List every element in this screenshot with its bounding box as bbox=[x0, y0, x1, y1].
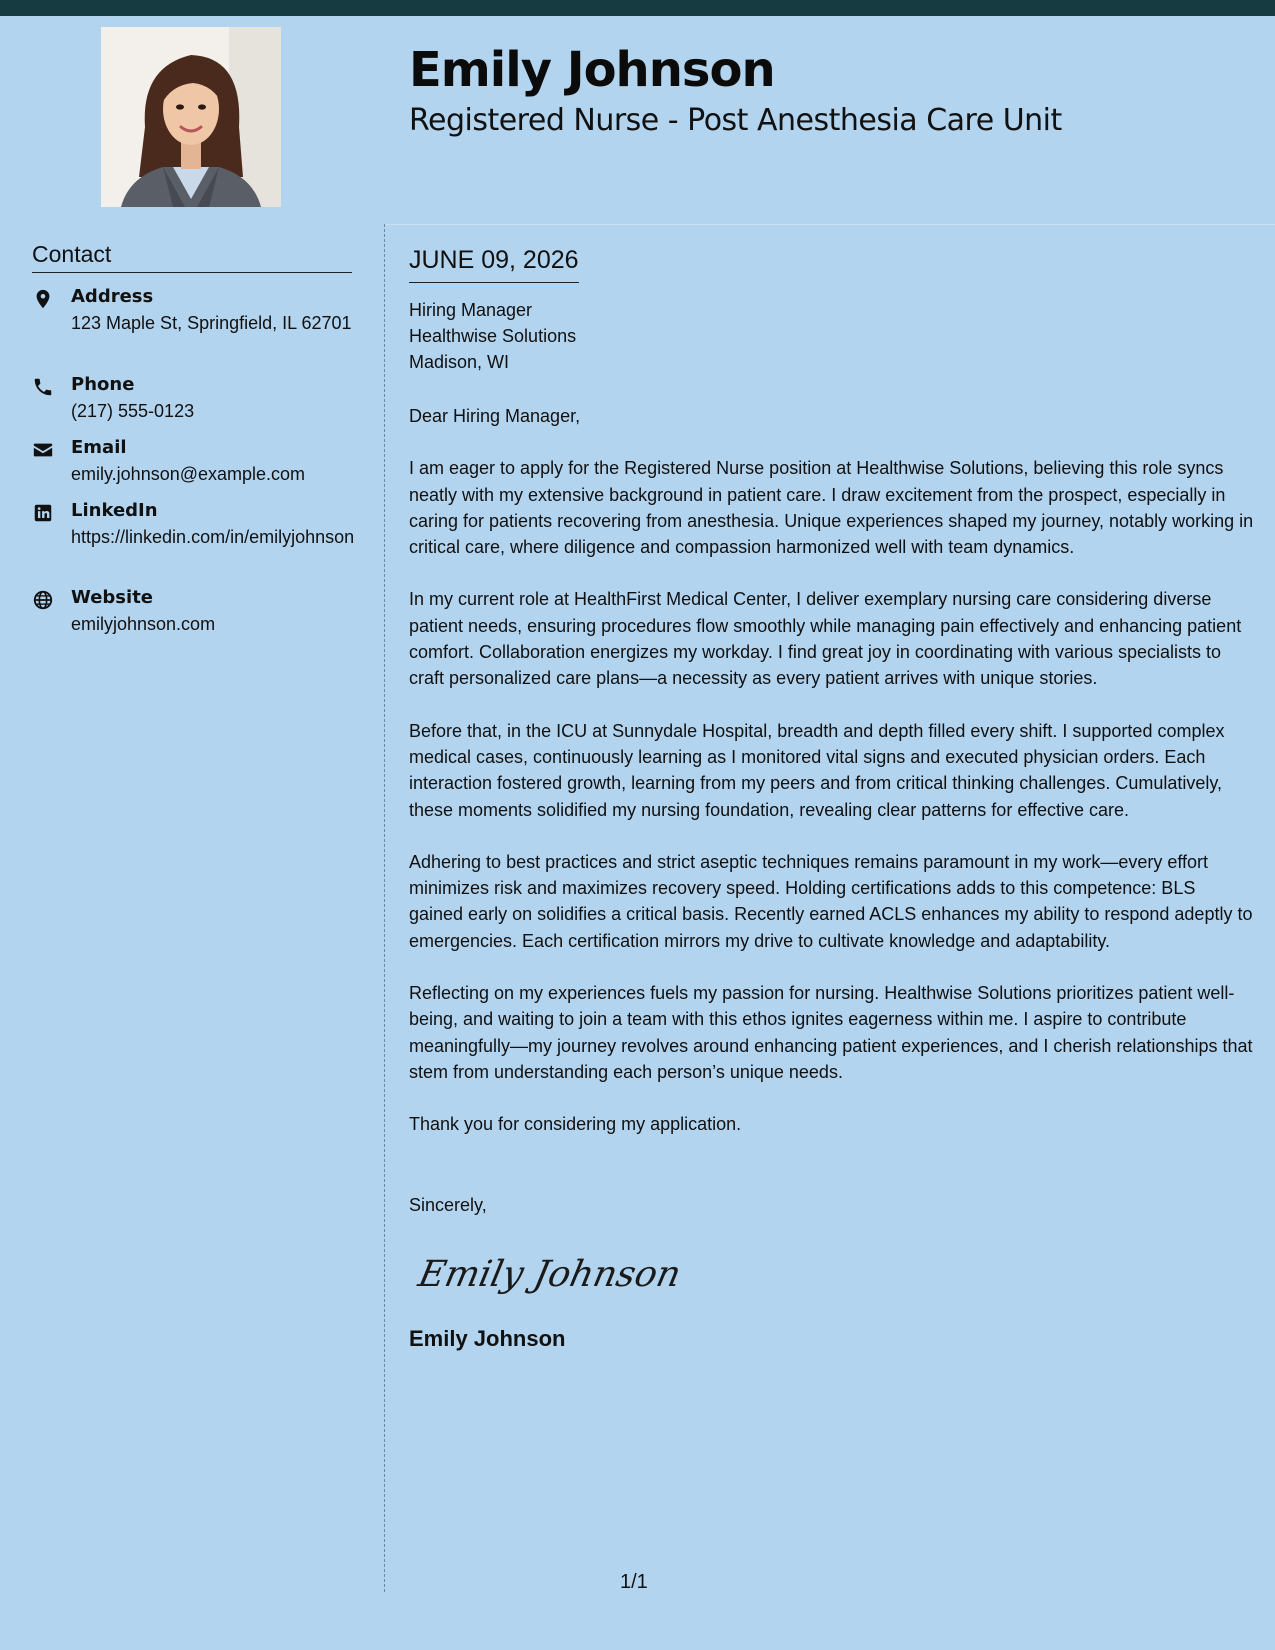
avatar bbox=[101, 27, 281, 207]
contact-address-label: Address bbox=[71, 286, 154, 307]
recipient-line: Madison, WI bbox=[409, 352, 510, 372]
contact-heading: Contact bbox=[32, 241, 352, 273]
paragraph: Thank you for considering my application. bbox=[409, 1114, 742, 1135]
page-title: Emily Johnson bbox=[409, 42, 775, 98]
top-accent-bar bbox=[0, 0, 1275, 16]
signature bbox=[414, 1238, 1254, 1306]
signature-text: Emily Johnson bbox=[414, 1252, 685, 1295]
contact-phone-label: Phone bbox=[71, 374, 135, 395]
paragraph: I am eager to apply for the Registered Nurse position at Healthwise Solutions, believing this role syncs neatly with my extensive background in patient care. I draw excitement from the prospect, especially in caring for patients recovering from anesthesia. Unique experiences shaped my journey, notably working in critical care, where diligence and compassion harmonized well with team dynamics. bbox=[409, 458, 1254, 558]
linkedin-icon bbox=[32, 502, 54, 524]
column-divider bbox=[384, 224, 385, 1592]
contact-linkedin-value[interactable]: https://linkedin.com/in/emilyjohnson bbox=[71, 527, 355, 547]
envelope-icon bbox=[32, 439, 54, 461]
contact-address-value: 123 Maple St, Springfield, IL 62701 bbox=[71, 313, 352, 333]
contact-email-label: Email bbox=[71, 437, 127, 458]
closing: Sincerely, bbox=[409, 1194, 487, 1215]
paragraph: In my current role at HealthFirst Medical Center, I deliver exemplary nursing care considering diverse patient needs, ensuring procedures flow smoothly while managing pain effectively and enhancing patient comfort. Collaboration energizes my workday. I find great joy in coordinating with various specialists to craft personalized care plans—a necessity as every patient arrives with unique stories. bbox=[409, 589, 1242, 689]
header-divider bbox=[385, 224, 1275, 225]
recipient-block bbox=[409, 297, 1254, 375]
recipient-line: Healthwise Solutions bbox=[409, 326, 577, 346]
contact-website-value[interactable]: emilyjohnson.com bbox=[71, 614, 216, 634]
paragraph: Reflecting on my experiences fuels my passion for nursing. Healthwise Solutions prioritizes patient well-being, and waiting to join a team with this ethos ignites eagerness within me. I aspire to contribute meaningfully—my journey revolves around enhancing patient experiences, and I cherish relationships that stem from understanding each person’s unique needs. bbox=[409, 983, 1253, 1082]
paragraph: Before that, in the ICU at Sunnydale Hospital, breadth and depth filled every shift. I supported complex medical cases, continuously learning as I monitored vital signs and executed physician orders. Each interaction fostered growth, learning from my peers and from critical thinking challenges. Cumulatively, these moments solidified my nursing foundation, revealing clear patterns for effective care. bbox=[409, 720, 1225, 820]
signer-name: Emily Johnson bbox=[409, 1325, 566, 1351]
contact-website-label: Website bbox=[71, 587, 154, 608]
job-title: Registered Nurse - Post Anesthesia Care Unit bbox=[409, 103, 1062, 138]
map-pin-icon bbox=[32, 288, 54, 310]
contact-linkedin-label: LinkedIn bbox=[71, 500, 158, 521]
contact-phone-value: (217) 555-0123 bbox=[71, 401, 195, 421]
contact-email-value[interactable]: emily.johnson@example.com bbox=[71, 464, 306, 484]
recipient-line: Hiring Manager bbox=[409, 300, 533, 320]
paragraph: Adhering to best practices and strict aseptic techniques remains paramount in my work—every effort minimizes risk and maximizes recovery speed. Holding certifications adds to this competence: BLS gained early on solidifies a critical basis. Recently earned ACLS enhances my ability to respond adeptly to emergencies. Each certification mirrors my drive to cultivate knowledge and adaptability. bbox=[409, 851, 1253, 951]
letter-body bbox=[409, 244, 1254, 1352]
salutation: Dear Hiring Manager, bbox=[409, 406, 581, 426]
phone-icon bbox=[32, 376, 54, 398]
globe-icon bbox=[32, 589, 54, 611]
letter-date: JUNE 09, 2026 bbox=[409, 244, 579, 283]
page-number: 1/1 bbox=[620, 1571, 648, 1593]
